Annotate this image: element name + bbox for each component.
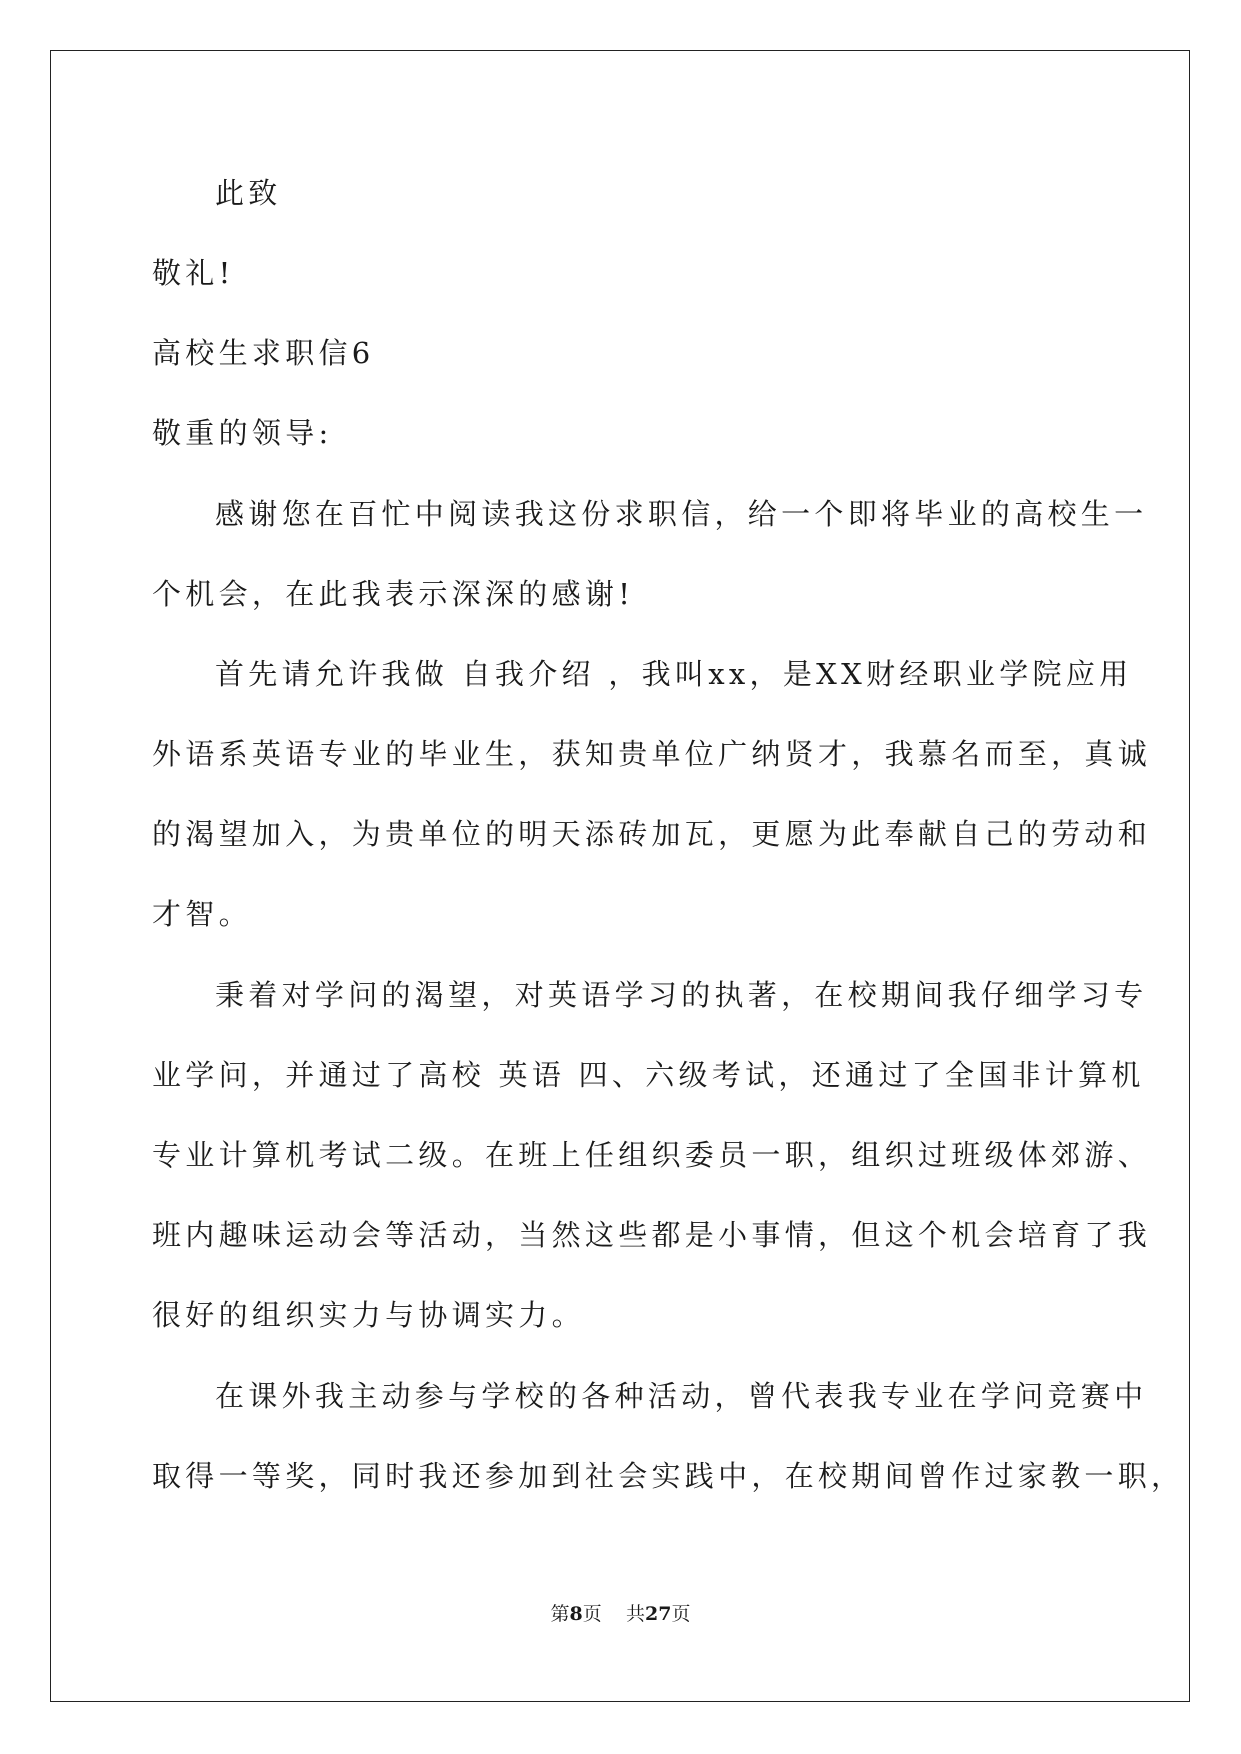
section-heading: 高校生求职信6 [152,336,375,370]
page-footer [0,1602,1241,1626]
paragraph-line: 个机会，在此我表示深深的感谢! [152,577,635,611]
paragraph-line: 很好的组织实力与协调实力。 [152,1298,585,1332]
paragraph-line: 业学问，并通过了高校 英语 四、六级考试，还通过了全国非计算机 [152,1058,1145,1092]
closing-regards: 敬礼! [152,256,235,290]
paragraph-line: 的渴望加入，为贵单位的明天添砖加瓦，更愿为此奉献自己的劳动和 [152,817,1152,851]
footer-page-current: 8 [569,1603,583,1625]
paragraph-line: 才智。 [152,897,252,931]
paragraph-line: 专业计算机考试二级。在班上任组织委员一职，组织过班级体郊游、 [152,1138,1152,1172]
closing-salutation: 此致 [215,176,282,210]
paragraph-line: 首先请允许我做 自我介绍 ，我叫xx，是XX财经职业学院应用 [215,657,1133,691]
footer-total-unit: 页 [671,1603,691,1625]
page-border [50,50,1190,1702]
paragraph-line: 感谢您在百忙中阅读我这份求职信，给一个即将毕业的高校生一 [215,497,1148,531]
paragraph-line: 秉着对学问的渴望，对英语学习的执著，在校期间我仔细学习专 [215,978,1148,1012]
paragraph-line: 外语系英语专业的毕业生，获知贵单位广纳贤才，我慕名而至，真诚 [152,737,1152,771]
footer-page-unit: 页 [582,1603,602,1625]
paragraph-line: 班内趣味运动会等活动，当然这些都是小事情，但这个机会培育了我 [152,1218,1152,1252]
footer-page-total: 27 [644,1603,672,1625]
footer-page-prefix: 第 [550,1603,570,1625]
paragraph-line: 取得一等奖，同时我还参加到社会实践中，在校期间曾作过家教一职， [152,1459,1185,1493]
footer-total-prefix: 共 [625,1603,645,1625]
paragraph-line: 在课外我主动参与学校的各种活动，曾代表我专业在学问竞赛中 [215,1379,1148,1413]
letter-greeting: 敬重的领导: [152,416,333,450]
